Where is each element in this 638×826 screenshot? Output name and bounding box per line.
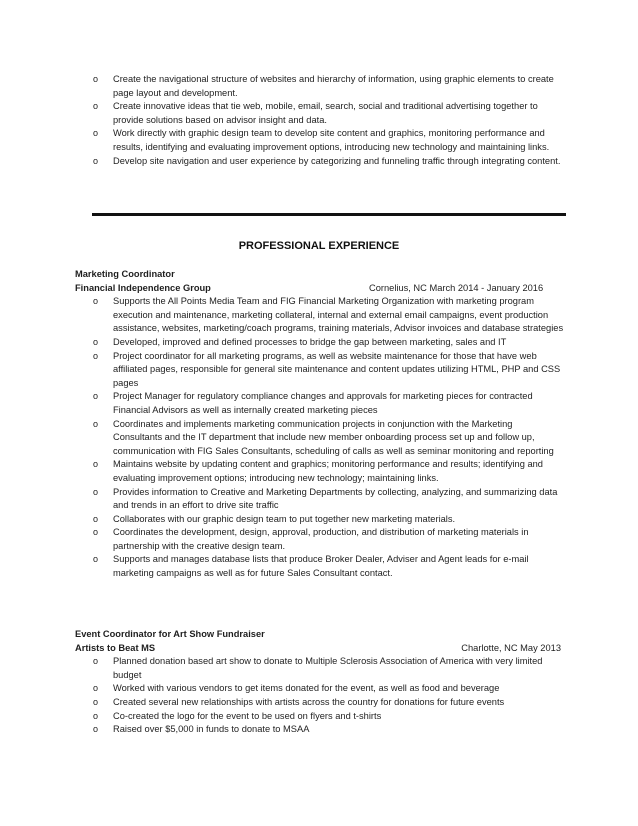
bullet-text: Planned donation based art show to donate to Multiple Sclerosis Association of America with very limited budget <box>113 656 543 680</box>
bullet-marker: o <box>93 391 99 402</box>
list-item <box>0 127 638 154</box>
job-title: Marketing Coordinator <box>75 269 175 279</box>
bullet-marker: o <box>93 554 99 565</box>
job-bullets <box>0 655 638 737</box>
list-item <box>0 655 638 682</box>
bullet-text: Worked with various vendors to get items donated for the event, as well as food and beverage <box>113 683 500 694</box>
bullet-text: Coordinates and implements marketing communication projects in conjunction with the Marketing Consultants and the IT department that include new member onboarding process set up and follow up, communication with FIG Sales Consultants, scheduling of calls as well as seminar monitoring and reporting <box>113 418 554 456</box>
bullet-text: Create innovative ideas that tie web, mobile, email, search, social and traditional advertising together to provide solutions based on advisor insight and data. <box>113 101 538 125</box>
bullet-marker: o <box>93 128 99 139</box>
bullet-text: Collaborates with our graphic design team to put together new marketing materials. <box>113 513 456 524</box>
list-item <box>0 418 638 459</box>
web-duties-list <box>0 73 638 168</box>
list-item <box>0 350 638 391</box>
bullet-text: Co-created the logo for the event to be used on flyers and t-shirts <box>113 710 382 721</box>
bullet-marker: o <box>93 527 99 538</box>
list-item <box>0 336 638 350</box>
list-item <box>0 553 638 580</box>
list-item <box>0 682 638 696</box>
list-item <box>0 155 638 169</box>
list-item <box>0 486 638 513</box>
bullet-text: Develop site navigation and user experience by categorizing and funneling traffic through integrating content. <box>113 155 561 166</box>
list-item <box>0 696 638 710</box>
bullet-marker: o <box>93 486 99 497</box>
job-location-dates: Cornelius, NC March 2014 - January 2016 <box>369 282 544 293</box>
bullet-marker: o <box>93 418 99 429</box>
list-item <box>0 100 638 127</box>
bullet-marker: o <box>93 656 99 667</box>
section-divider <box>92 213 566 216</box>
list-item <box>0 723 638 737</box>
bullet-marker: o <box>93 696 99 707</box>
bullet-marker: o <box>93 296 99 307</box>
list-item <box>0 710 638 724</box>
bullet-text: Coordinates the development, design, approval, production, and distribution of marketing materials in partnership with the creative design team. <box>113 527 529 551</box>
job-organization: Financial Independence Group <box>75 282 211 293</box>
bullet-text: Provides information to Creative and Marketing Departments by collecting, analyzing, and summarizing data and trends in an effort to drive site traffic <box>113 486 558 511</box>
bullet-text: Create the navigational structure of websites and hierarchy of information, using graphic elements to create page layout and development. <box>113 74 554 98</box>
bullet-marker: o <box>93 336 99 347</box>
bullet-marker: o <box>93 710 99 721</box>
web-duties-section <box>0 73 638 168</box>
bullet-text: Supports the All Points Media Team and FIG Financial Marketing Organization with marketing program execution and maintenance, marketing collateral, internal and external email campaigns, event production assistance, websites, marketing/coach programs, training materials, Advisor invoices and database strategies <box>113 296 564 334</box>
job-org-line <box>0 642 638 656</box>
job-organization: Artists to Beat MS <box>75 642 156 653</box>
bullet-marker: o <box>93 724 99 735</box>
bullet-text: Work directly with graphic design team to develop site content and graphics, monitoring performance and results, identifying and evaluating improvement options, introducing new technology and maintaining links. <box>113 128 550 152</box>
bullet-marker: o <box>93 74 99 84</box>
bullet-text: Developed, improved and defined processes to bridge the gap between marketing, sales and IT <box>113 336 507 347</box>
list-item <box>0 513 638 527</box>
list-item <box>0 295 638 336</box>
bullet-text: Raised over $5,000 in funds to donate to MSAA <box>113 724 310 735</box>
bullet-marker: o <box>93 683 99 694</box>
bullet-text: Maintains website by updating content and graphics; monitoring performance and results; identifying and evaluating improvement options; introducing new technology; maintaining links. <box>113 459 543 483</box>
bullet-text: Project Manager for regulatory compliance changes and approvals for marketing pieces for contracted Financial Advisors as well as internally created marketing pieces <box>113 391 533 415</box>
bullet-marker: o <box>93 101 99 112</box>
section-heading: PROFESSIONAL EXPERIENCE <box>238 240 400 252</box>
job-org-line <box>0 282 638 296</box>
list-item <box>0 458 638 485</box>
bullet-text: Supports and manages database lists that produce Broker Dealer, Adviser and Agent leads for e-mail marketing campaigns as well as for future Sales Consultant contact. <box>113 554 529 579</box>
bullet-marker: o <box>93 513 99 524</box>
job-bullets <box>0 295 638 580</box>
job-event-coordinator <box>0 628 638 737</box>
bullet-text: Project coordinator for all marketing programs, as well as website maintenance for those that have web affiliated pages, responsible for general site maintenance and content updates utilizing HTML, PHP and CSS pages <box>113 350 561 388</box>
bullet-text: Created several new relationships with artists across the country for donations for future events <box>113 696 505 707</box>
list-item <box>0 526 638 553</box>
bullet-marker: o <box>93 155 99 166</box>
list-item <box>0 390 638 417</box>
bullet-marker: o <box>93 350 99 361</box>
list-item <box>0 73 638 100</box>
job-marketing-coordinator <box>0 268 638 581</box>
job-location-dates: Charlotte, NC May 2013 <box>461 642 561 653</box>
bullet-marker: o <box>93 459 99 470</box>
job-title: Event Coordinator for Art Show Fundraiser <box>75 629 265 639</box>
